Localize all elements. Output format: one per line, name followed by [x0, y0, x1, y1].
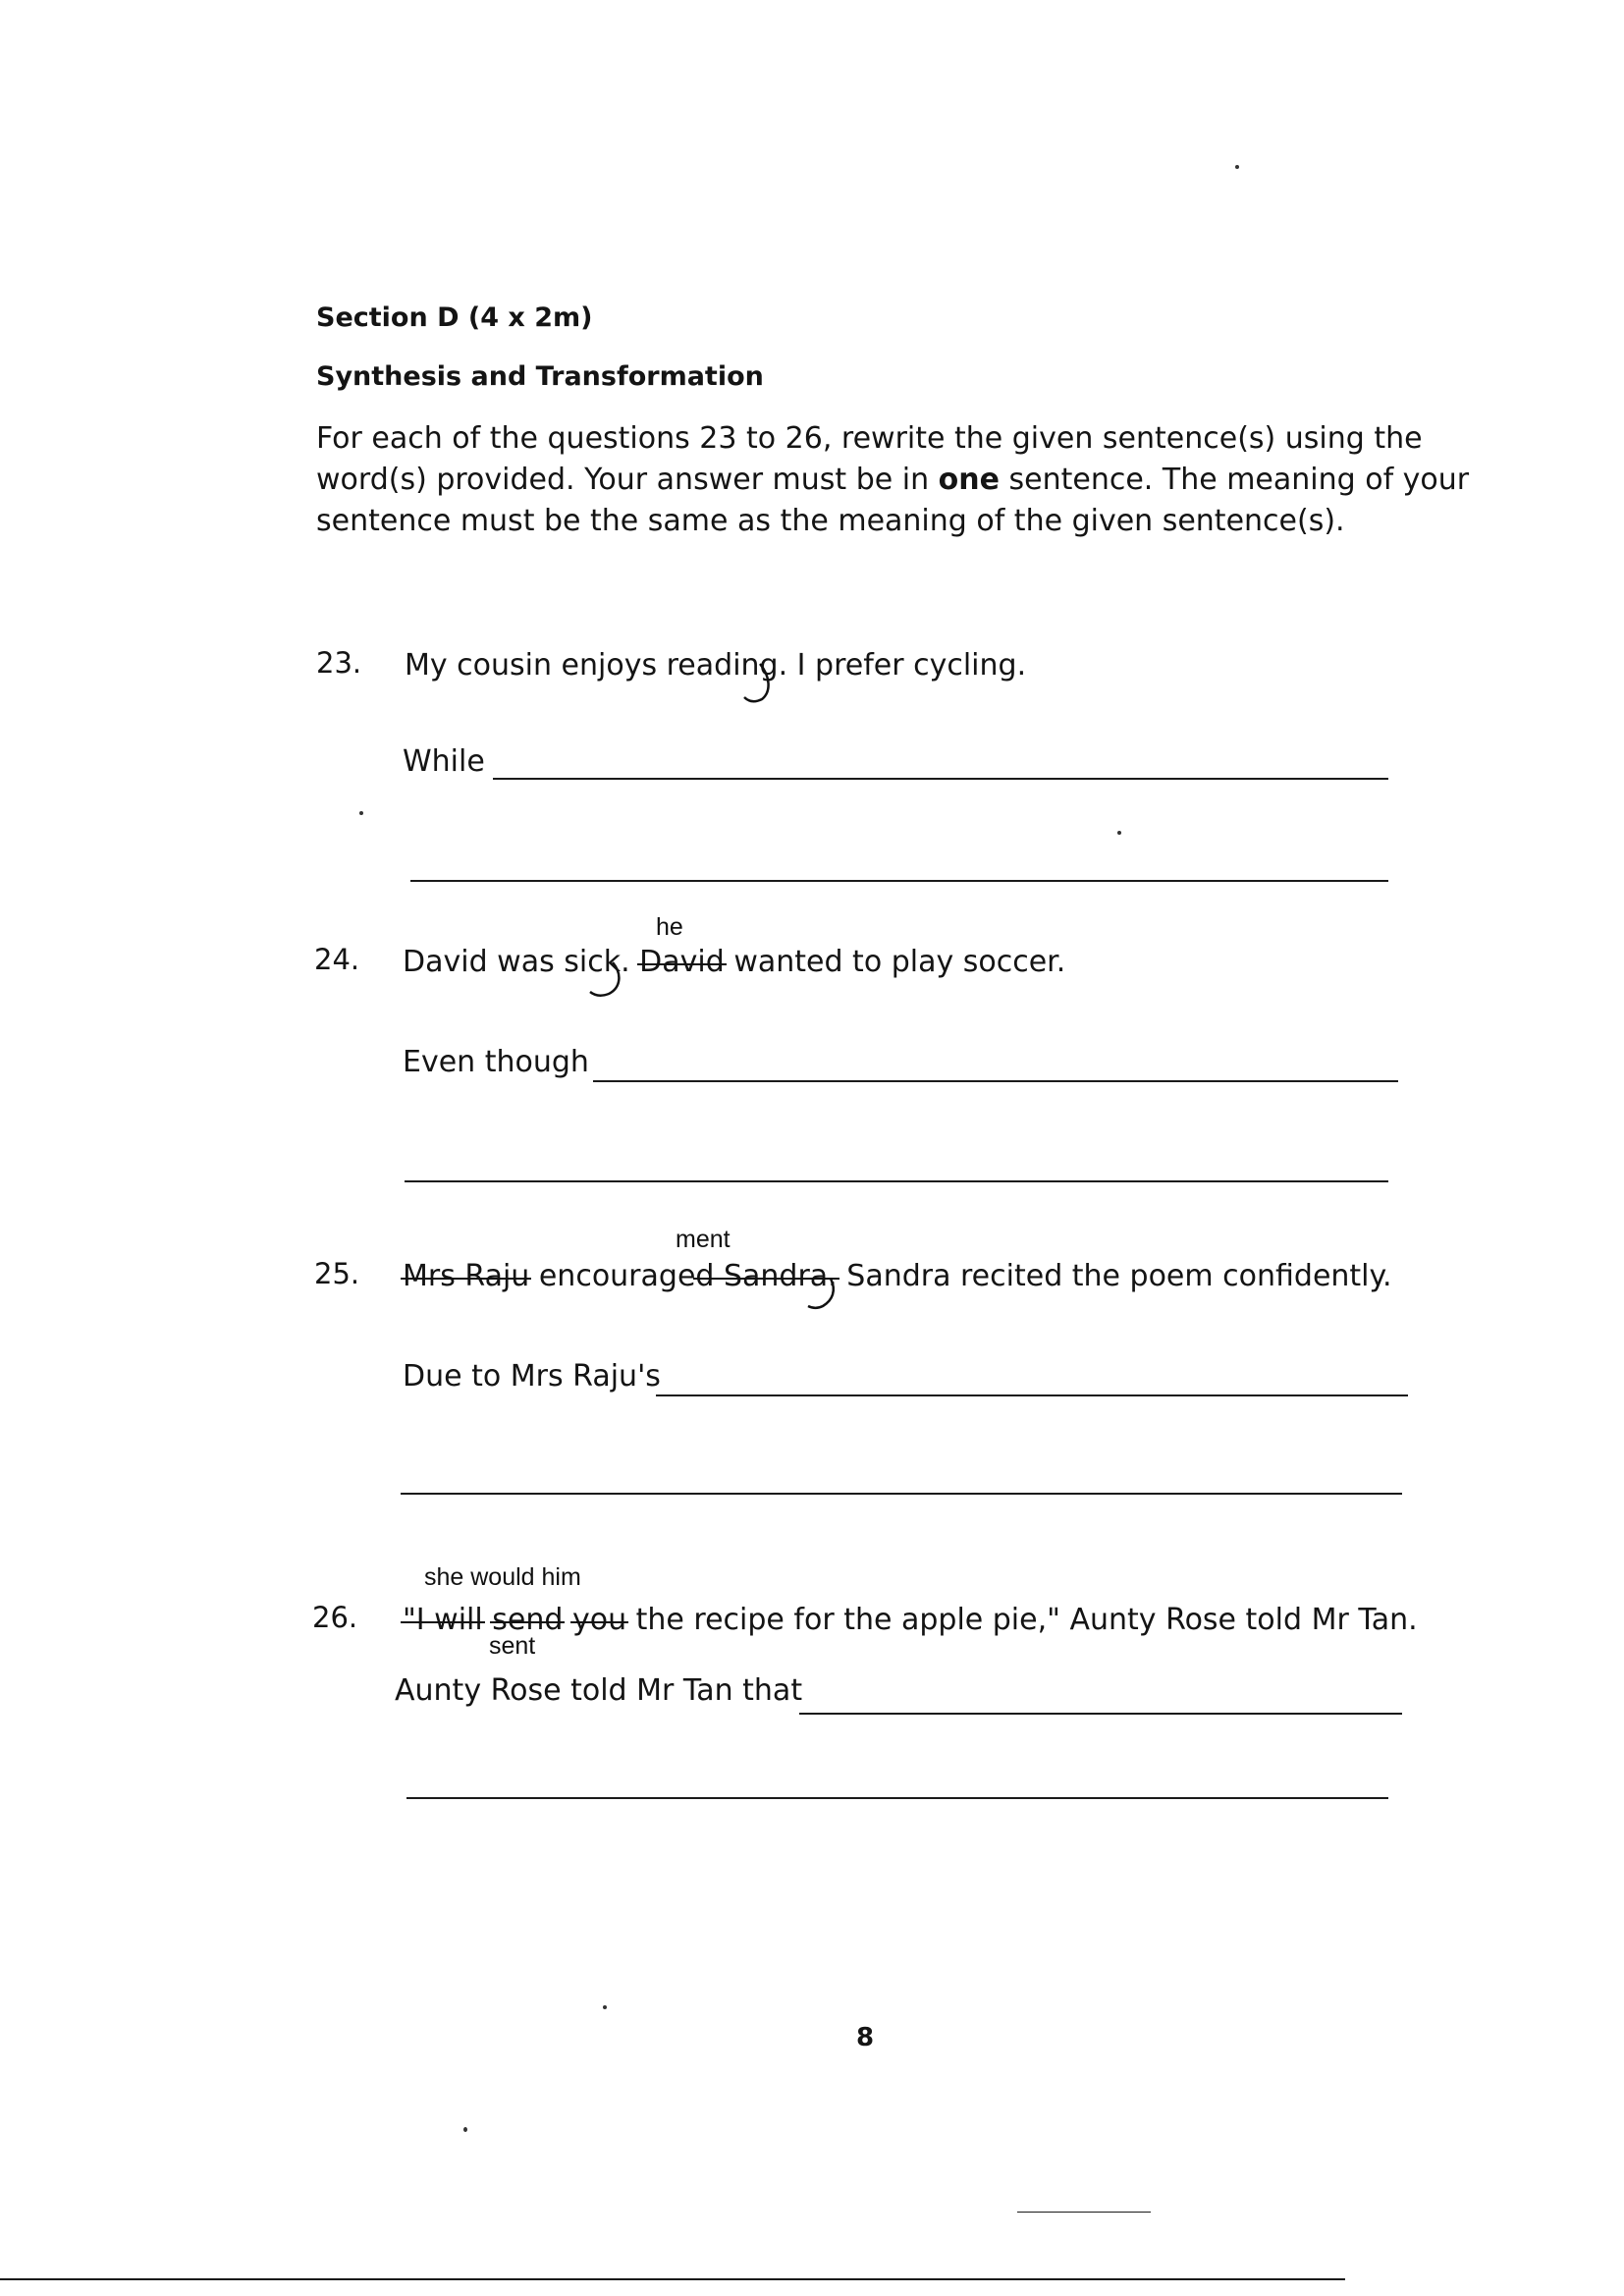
struck-word: Mrs Raju: [403, 1259, 530, 1293]
join-mark-icon: [587, 960, 630, 1004]
instructions-line-3: sentence must be the same as the meaning of the given sentence(s).: [316, 504, 1345, 538]
instructions-line-2: [316, 460, 1469, 501]
question-sentence: [405, 648, 1026, 683]
question-sentence: [403, 1603, 1418, 1637]
instructions-text: sentence. The meaning of your: [999, 463, 1470, 497]
answer-line[interactable]: [405, 1180, 1388, 1182]
handwritten-annotation: sent: [489, 1632, 536, 1660]
handwritten-annotation: ment: [676, 1226, 731, 1253]
sentence-part: encourage: [529, 1259, 696, 1293]
answer-prompt: Aunty Rose told Mr Tan that: [395, 1673, 803, 1708]
answer-prompt: Due to Mrs Raju's: [403, 1359, 661, 1394]
answer-line[interactable]: [406, 1797, 1388, 1799]
handwritten-annotation: he: [656, 913, 683, 941]
instructions: [316, 418, 1469, 542]
scan-speck: [1235, 165, 1239, 169]
instructions-text: word(s) provided. Your answer must be in: [316, 463, 939, 497]
page-number: 8: [856, 2023, 875, 2052]
sentence-part: I prefer cycling.: [787, 648, 1027, 683]
question-number: 23.: [316, 646, 362, 680]
struck-word: send: [492, 1603, 564, 1637]
sentence-part: wanted to play soccer.: [724, 945, 1066, 979]
question-sentence: [403, 945, 1065, 979]
answer-line[interactable]: [401, 1493, 1402, 1495]
sentence-part: David was sick.: [403, 945, 630, 979]
answer-prompt: Even though: [403, 1045, 589, 1079]
answer-line[interactable]: [656, 1394, 1408, 1396]
scan-speck: [1117, 831, 1121, 835]
struck-word: "I will: [403, 1603, 483, 1637]
join-mark-icon: [805, 1277, 848, 1316]
question-number: 24.: [314, 943, 360, 976]
scan-speck: [603, 2005, 607, 2009]
scan-mark: [1017, 2212, 1151, 2213]
scan-speck: [359, 811, 363, 815]
answer-prompt: While: [403, 744, 485, 779]
answer-line[interactable]: [799, 1713, 1402, 1715]
sentence-part: My cousin enjoys reading.: [405, 648, 788, 683]
section-title: Section D (4 x 2m): [316, 302, 593, 333]
question-number: 26.: [312, 1601, 358, 1634]
answer-line[interactable]: [493, 778, 1388, 780]
sentence-part: Sandra recited the poem confidently.: [837, 1259, 1392, 1293]
handwritten-annotation: she would him: [424, 1563, 581, 1591]
join-mark-icon: [740, 660, 780, 709]
answer-line[interactable]: [593, 1080, 1398, 1082]
question-sentence: [403, 1259, 1392, 1293]
page-bottom-rule: [0, 2278, 1345, 2280]
section-subtitle: Synthesis and Transformation: [316, 361, 764, 392]
answer-line[interactable]: [410, 880, 1388, 882]
struck-word: d Sandra.: [695, 1259, 838, 1293]
scan-speck: [463, 2127, 467, 2132]
instructions-line-1: For each of the questions 23 to 26, rewrite the given sentence(s) using the: [316, 421, 1423, 456]
struck-word: David: [639, 945, 725, 979]
instructions-bold-word: one: [938, 463, 1000, 497]
question-number: 25.: [314, 1257, 360, 1290]
struck-word: you: [571, 1603, 627, 1637]
sentence-part: the recipe for the apple pie," Aunty Rose told Mr Tan.: [626, 1603, 1418, 1637]
